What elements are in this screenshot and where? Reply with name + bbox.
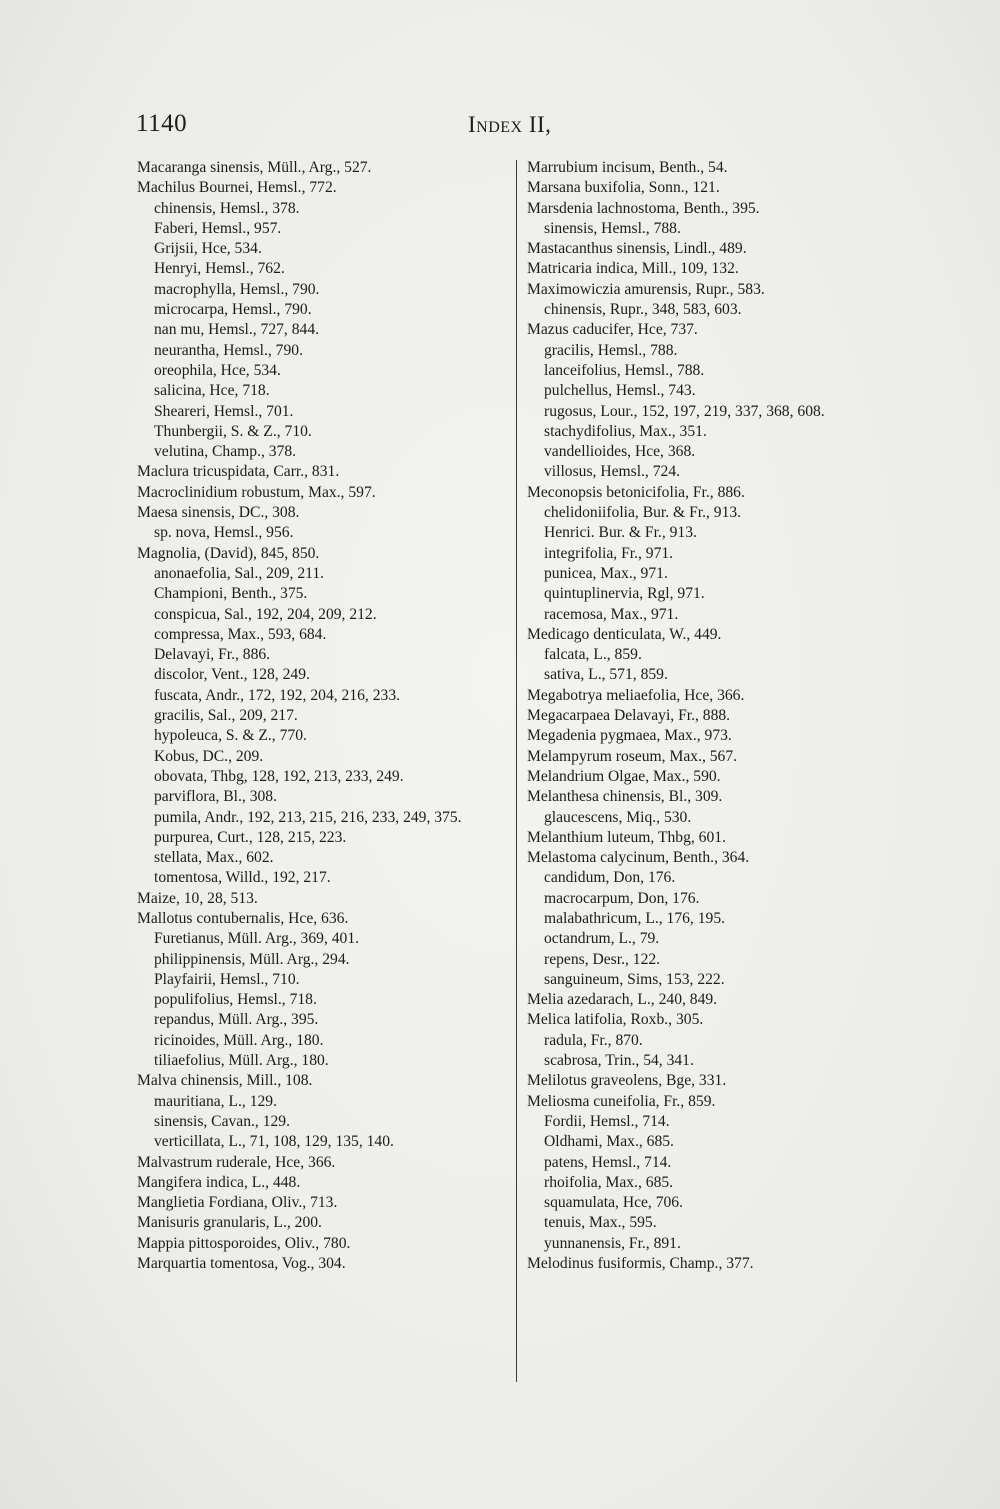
index-entry: Manisuris granularis, L., 200. [137, 1214, 322, 1232]
index-subentry: salicina, Hce, 718. [154, 382, 270, 400]
index-entry: Mappia pittosporoides, Oliv., 780. [137, 1234, 351, 1252]
page-number: 1140 [136, 110, 188, 137]
index-entry: Melampyrum roseum, Max., 567. [527, 747, 738, 765]
index-subentry: oreophila, Hce, 534. [154, 361, 281, 379]
index-entry: Melia azedarach, L., 240, 849. [527, 991, 718, 1009]
index-subentry: chinensis, Rupr., 348, 583, 603. [544, 301, 742, 319]
index-subentry: yunnanensis, Fr., 891. [544, 1234, 681, 1252]
index-subentry: Delavayi, Fr., 886. [154, 646, 271, 664]
index-subentry: sp. nova, Hemsl., 956. [154, 524, 294, 542]
index-entry: Marsdenia lachnostoma, Benth., 395. [527, 199, 760, 217]
index-entry: Megacarpaea Delavayi, Fr., 888. [527, 707, 731, 725]
index-subentry: scabrosa, Trin., 54, 341. [544, 1052, 694, 1070]
index-subentry: punicea, Max., 971. [544, 564, 668, 582]
index-entry: Melanthesa chinensis, Bl., 309. [527, 788, 723, 806]
index-entry: Marrubium incisum, Benth., 54. [527, 159, 728, 176]
index-subentry: Oldhami, Max., 685. [544, 1133, 674, 1151]
index-subentry: neurantha, Hemsl., 790. [154, 341, 303, 359]
index-subentry: verticillata, L., 71, 108, 129, 135, 140. [154, 1133, 394, 1151]
index-subentry: gracilis, Hemsl., 788. [544, 341, 678, 359]
index-subentry: anonaefolia, Sal., 209, 211. [154, 564, 325, 582]
index-subentry: villosus, Hemsl., 724. [544, 463, 681, 481]
index-subentry: malabathricum, L., 176, 195. [544, 909, 726, 927]
index-subentry: falcata, L., 859. [544, 646, 642, 664]
index-subentry: chinensis, Hemsl., 378. [154, 199, 300, 217]
index-subentry: tomentosa, Willd., 192, 217. [154, 869, 331, 887]
index-subentry: pumila, Andr., 192, 213, 215, 216, 233, 249, 375. [154, 808, 462, 826]
index-entry: Megabotrya meliaefolia, Hce, 366. [527, 686, 745, 704]
index-entry: Melica latifolia, Roxb., 305. [527, 1011, 704, 1029]
index-subentry: obovata, Thbg, 128, 192, 213, 233, 249. [154, 767, 404, 785]
index-entry: Mangifera indica, L., 448. [137, 1173, 301, 1191]
index-subentry: repens, Desr., 122. [544, 950, 661, 968]
index-subentry: Fordii, Hemsl., 714. [544, 1112, 670, 1130]
index-subentry: integrifolia, Fr., 971. [544, 544, 674, 562]
index-entry: Melanthium luteum, Thbg, 601. [527, 828, 726, 846]
index-entry: Mallotus contubernalis, Hce, 636. [137, 909, 349, 927]
index-subentry: tenuis, Max., 595. [544, 1214, 657, 1232]
index-subentry: racemosa, Max., 971. [544, 605, 679, 623]
index-entry: Melilotus graveolens, Bge, 331. [527, 1072, 727, 1090]
index-entry: Marsana buxifolia, Sonn., 121. [527, 179, 720, 197]
index-subentry: hypoleuca, S. & Z., 770. [154, 727, 307, 745]
index-entry: Marquartia tomentosa, Vog., 304. [137, 1255, 346, 1273]
index-entry: Macroclinidium robustum, Max., 597. [137, 483, 376, 501]
index-subentry: Playfairii, Hemsl., 710. [154, 970, 300, 988]
index-subentry: philippinensis, Müll. Arg., 294. [154, 950, 350, 968]
index-subentry: compressa, Max., 593, 684. [154, 625, 327, 643]
index-subentry: lanceifolius, Hemsl., 788. [544, 361, 705, 379]
index-subentry: candidum, Don, 176. [544, 869, 676, 887]
index-subentry: sinensis, Cavan., 129. [154, 1112, 291, 1130]
index-entry: Megadenia pygmaea, Max., 973. [527, 727, 732, 745]
index-subentry: Furetianus, Müll. Arg., 369, 401. [154, 930, 360, 948]
index-subentry: quintuplinervia, Rgl, 971. [544, 585, 705, 603]
index-subentry: chelidoniifolia, Bur. & Fr., 913. [544, 504, 742, 522]
index-entry: Magnolia, (David), 845, 850. [137, 544, 320, 562]
index-entry: Matricaria indica, Mill., 109, 132. [527, 260, 739, 278]
index-subentry: mauritiana, L., 129. [154, 1092, 277, 1110]
index-subentry: ricinoides, Müll. Arg., 180. [154, 1031, 324, 1049]
index-subentry: vandellioides, Hce, 368. [544, 443, 696, 461]
index-subentry: Championi, Benth., 375. [154, 585, 308, 603]
index-subentry: fuscata, Andr., 172, 192, 204, 216, 233. [154, 686, 401, 704]
index-subentry: macrocarpum, Don, 176. [544, 889, 700, 907]
index-subentry: populifolius, Hemsl., 718. [154, 991, 317, 1009]
index-subentry: repandus, Müll. Arg., 395. [154, 1011, 319, 1029]
index-subentry: glaucescens, Miq., 530. [544, 808, 692, 826]
index-subentry: Henrici. Bur. & Fr., 913. [544, 524, 697, 542]
index-subentry: gracilis, Sal., 209, 217. [154, 707, 298, 725]
index-subentry: patens, Hemsl., 714. [544, 1153, 672, 1171]
index-subentry: Henryi, Hemsl., 762. [154, 260, 285, 278]
index-subentry: pulchellus, Hemsl., 743. [544, 382, 696, 400]
index-subentry: stellata, Max., 602. [154, 849, 274, 867]
index-entry: Malvastrum ruderale, Hce, 366. [137, 1153, 336, 1171]
index-column-left [137, 158, 512, 1274]
index-entry: Manglietia Fordiana, Oliv., 713. [137, 1194, 338, 1212]
index-subentry: microcarpa, Hemsl., 790. [154, 301, 312, 319]
index-entry: Mazus caducifer, Hce, 737. [527, 321, 698, 339]
index-subentry: sanguineum, Sims, 153, 222. [544, 970, 725, 988]
index-subentry: Faberi, Hemsl., 957. [154, 219, 282, 237]
index-subentry: conspicua, Sal., 192, 204, 209, 212. [154, 605, 377, 623]
index-entry: Meconopsis betonicifolia, Fr., 886. [527, 483, 745, 501]
index-subentry: discolor, Vent., 128, 249. [154, 666, 310, 684]
index-subentry: squamulata, Hce, 706. [544, 1194, 684, 1212]
index-subentry: tiliaefolius, Müll. Arg., 180. [154, 1052, 329, 1070]
index-subentry: nan mu, Hemsl., 727, 844. [154, 321, 320, 339]
index-entry: Meliosma cuneifolia, Fr., 859. [527, 1092, 716, 1110]
index-entry: Machilus Bournei, Hemsl., 772. [137, 179, 337, 197]
index-subentry: octandrum, L., 79. [544, 930, 660, 948]
index-subentry: Thunbergii, S. & Z., 710. [154, 422, 312, 440]
index-entry: Mastacanthus sinensis, Lindl., 489. [527, 240, 747, 258]
index-entry: Maclura tricuspidata, Carr., 831. [137, 463, 340, 481]
index-subentry: parviflora, Bl., 308. [154, 788, 277, 806]
index-entry: Maesa sinensis, DC., 308. [137, 504, 300, 522]
index-subentry: sinensis, Hemsl., 788. [544, 219, 681, 237]
index-entry: Malva chinensis, Mill., 108. [137, 1072, 313, 1090]
index-subentry: rugosus, Lour., 152, 197, 219, 337, 368, 608. [544, 402, 825, 420]
column-divider [516, 160, 517, 1382]
index-subentry: Sheareri, Hemsl., 701. [154, 402, 294, 420]
index-subentry: radula, Fr., 870. [544, 1031, 643, 1049]
index-column-right [527, 158, 867, 1274]
index-entry: Medicago denticulata, W., 449. [527, 625, 722, 643]
index-entry: Melandrium Olgae, Max., 590. [527, 767, 721, 785]
index-entry: Maize, 10, 28, 513. [137, 889, 258, 907]
index-entry: Melodinus fusiformis, Champ., 377. [527, 1255, 754, 1273]
index-subentry: stachydifolius, Max., 351. [544, 422, 707, 440]
index-subentry: sativa, L., 571, 859. [544, 666, 668, 684]
index-entry: Macaranga sinensis, Müll., Arg., 527. [137, 159, 372, 176]
index-subentry: macrophylla, Hemsl., 790. [154, 280, 320, 298]
index-subentry: Grijsii, Hce, 534. [154, 240, 262, 258]
index-subentry: purpurea, Curt., 128, 215, 223. [154, 828, 347, 846]
running-head: Index II, [468, 112, 552, 137]
index-subentry: rhoifolia, Max., 685. [544, 1173, 674, 1191]
index-subentry: velutina, Champ., 378. [154, 443, 297, 461]
index-entry: Melastoma calycinum, Benth., 364. [527, 849, 750, 867]
index-entry: Maximowiczia amurensis, Rupr., 583. [527, 280, 765, 298]
index-subentry: Kobus, DC., 209. [154, 747, 264, 765]
